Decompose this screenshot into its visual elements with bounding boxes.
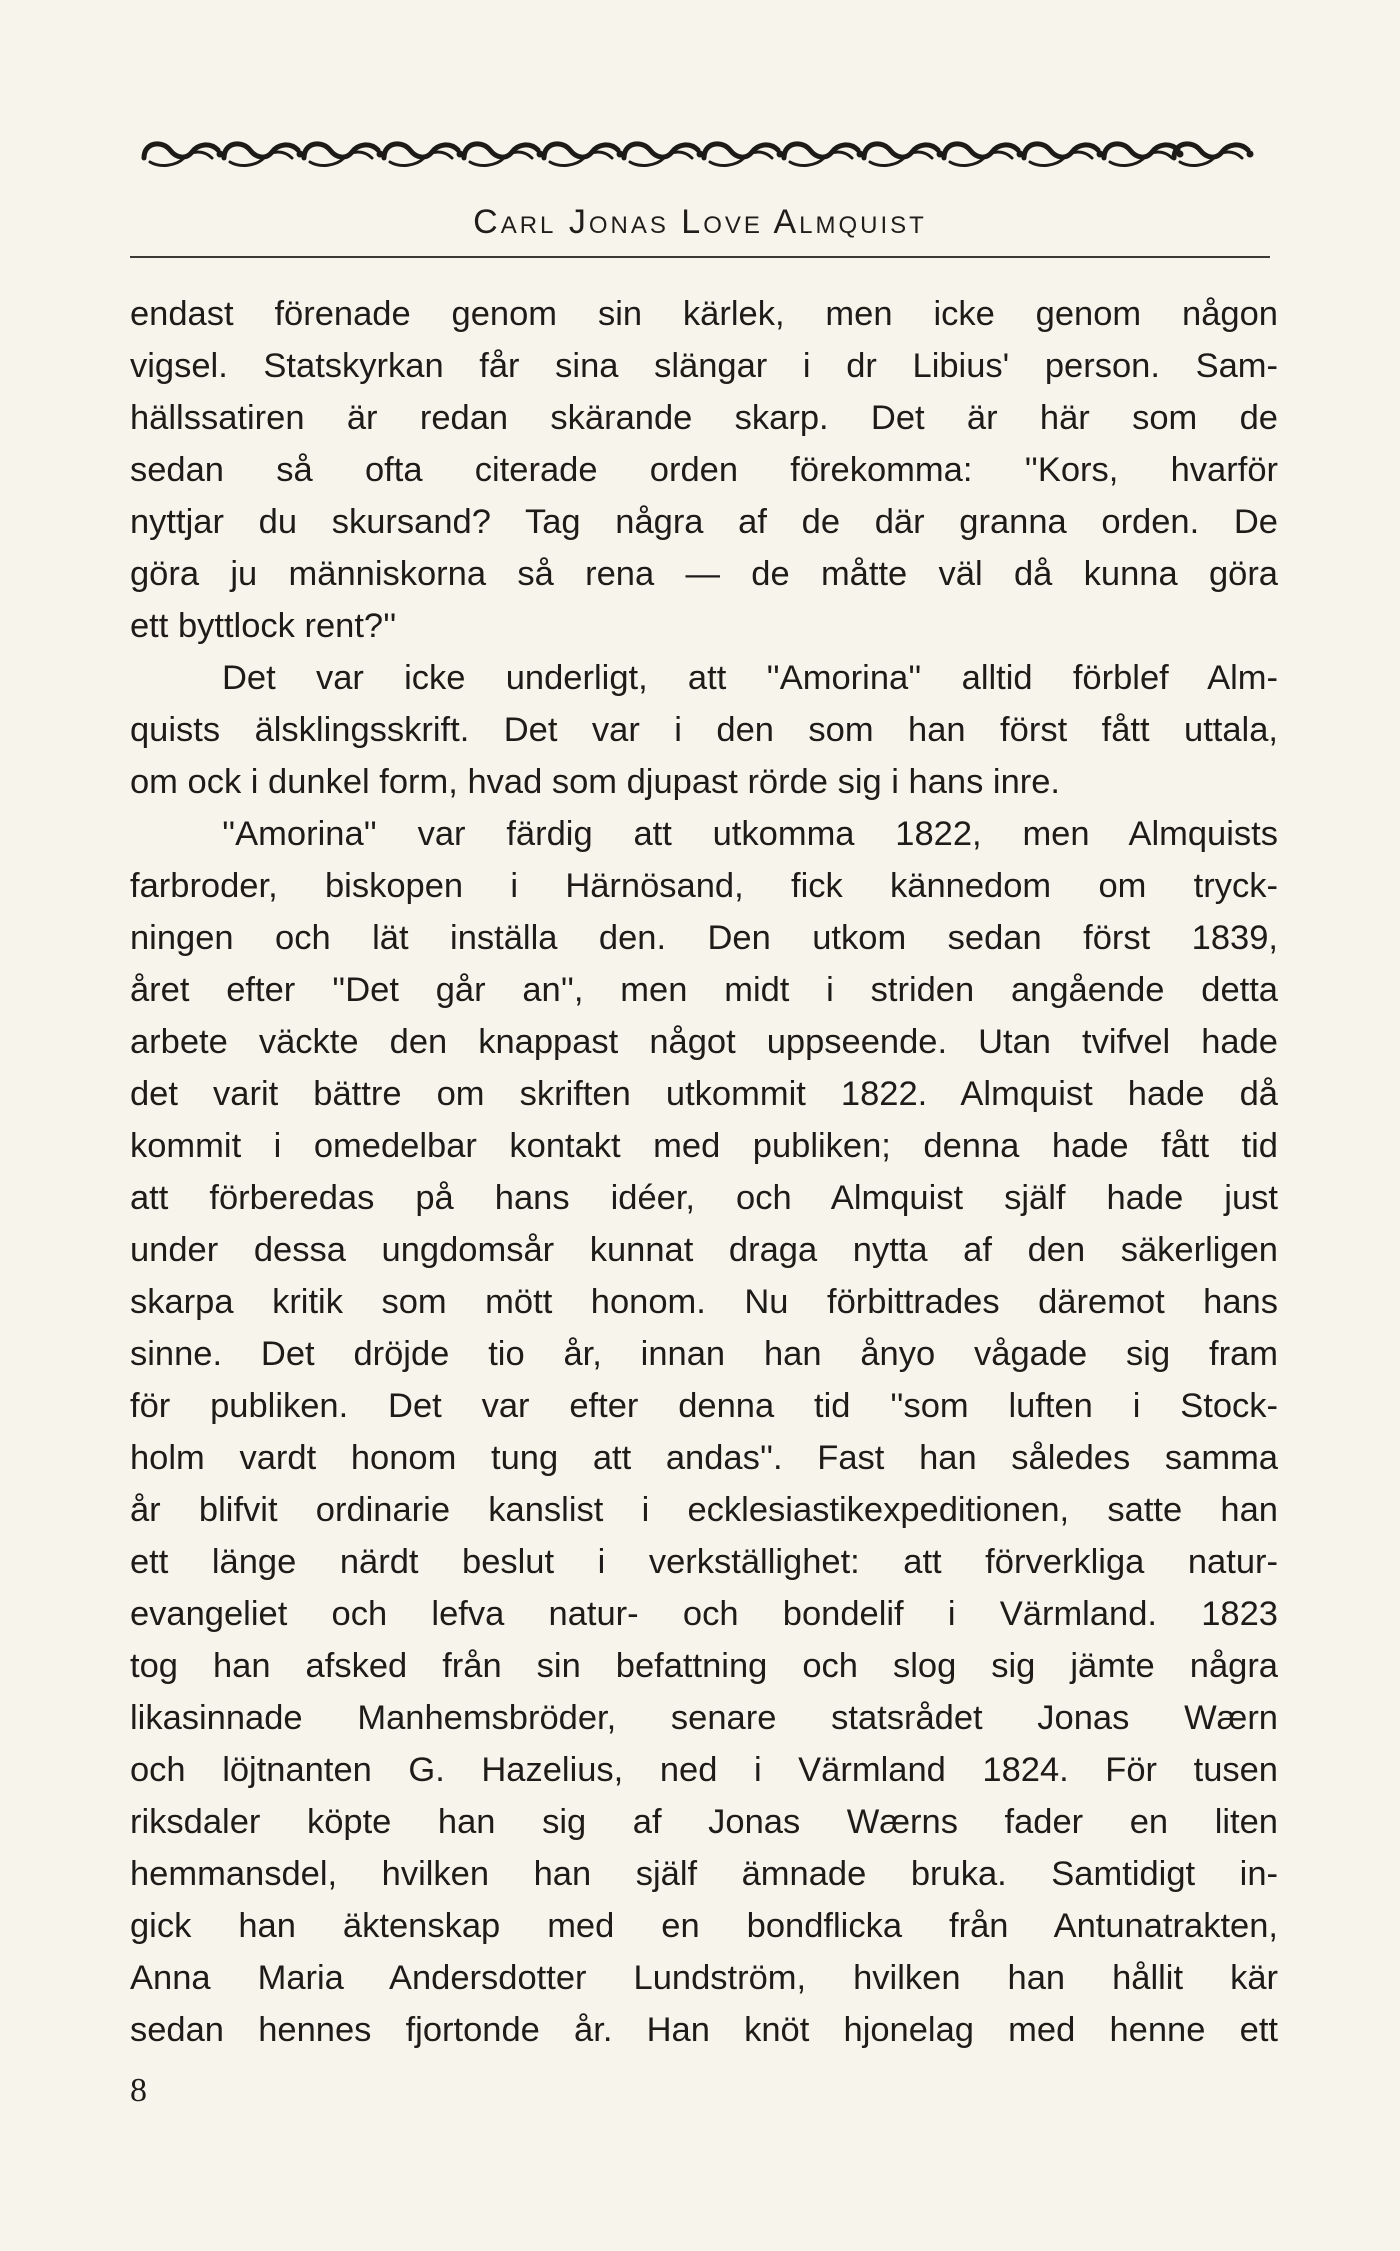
header-rule [130, 256, 1270, 258]
text-line: hällssatiren är redan skärande skarp. Det är här som de [130, 399, 1278, 437]
text-line: quists älsklingsskrift. Det var i den som han först fått uttala, [130, 711, 1278, 749]
text-line: under dessa ungdomsår kunnat draga nytta af den säkerligen [130, 1231, 1278, 1269]
text-line: vigsel. Statskyrkan får sina slängar i dr Libius' person. Sam- [130, 347, 1278, 385]
text-line: sedan hennes fjortonde år. Han knöt hjonelag med henne ett [130, 2011, 1278, 2049]
text-line: göra ju människorna så rena — de måtte väl då kunna göra [130, 555, 1278, 593]
text-line: att förberedas på hans idéer, och Almquist själf hade just [130, 1179, 1278, 1217]
text-line: kommit i omedelbar kontakt med publiken; denna hade fått tid [130, 1127, 1278, 1165]
text-line: ''Amorina'' var färdig att utkomma 1822, men Almquists [222, 815, 1278, 853]
text-line: tog han afsked från sin befattning och slog sig jämte några [130, 1647, 1278, 1685]
text-line: år blifvit ordinarie kanslist i ecklesiastikexpeditionen, satte han [130, 1491, 1278, 1529]
text-line: holm vardt honom tung att andas''. Fast han således samma [130, 1439, 1278, 1477]
text-line: farbroder, biskopen i Härnösand, fick kännedom om tryck- [130, 867, 1278, 905]
text-line: likasinnade Manhemsbröder, senare statsrådet Jonas Wærn [130, 1699, 1278, 1737]
text-line: Anna Maria Andersdotter Lundström, hvilken han hållit kär [130, 1959, 1278, 1997]
text-line: endast förenade genom sin kärlek, men icke genom någon [130, 295, 1278, 333]
text-line: Det var icke underligt, att ''Amorina'' alltid förblef Alm- [222, 659, 1278, 697]
text-line: och löjtnanten G. Hazelius, ned i Värmland 1824. För tusen [130, 1751, 1278, 1789]
text-line: ett byttlock rent?'' [130, 607, 397, 645]
text-line: sinne. Det dröjde tio år, innan han ånyo vågade sig fram [130, 1335, 1278, 1373]
text-line: året efter ''Det går an'', men midt i striden angående detta [130, 971, 1278, 1009]
text-line: hemmansdel, hvilken han själf ämnade bruka. Samtidigt in- [130, 1855, 1278, 1893]
text-line: för publiken. Det var efter denna tid ''som luften i Stock- [130, 1387, 1278, 1425]
text-line: sedan så ofta citerade orden förekomma: ''Kors, hvarför [130, 451, 1278, 489]
decorative-border-ornament [140, 132, 1260, 172]
text-line: riksdaler köpte han sig af Jonas Wærns fader en liten [130, 1803, 1278, 1841]
text-line: nyttjar du skursand? Tag några af de där granna orden. De [130, 503, 1278, 541]
text-line: det varit bättre om skriften utkommit 1822. Almquist hade då [130, 1075, 1278, 1113]
text-line: gick han äktenskap med en bondflicka från Antunatrakten, [130, 1907, 1278, 1945]
text-line: ett länge närdt beslut i verkställighet: att förverkliga natur- [130, 1543, 1278, 1581]
text-line: om ock i dunkel form, hvad som djupast rörde sig i hans inre. [130, 763, 1061, 801]
text-line: skarpa kritik som mött honom. Nu förbittrades däremot hans [130, 1283, 1278, 1321]
text-line: ningen och lät inställa den. Den utkom sedan först 1839, [130, 919, 1278, 957]
body-text [130, 288, 1278, 2056]
running-head: Carl Jonas Love Almquist [473, 203, 927, 241]
page-number: 8 [130, 2072, 147, 2109]
text-line: evangeliet och lefva natur- och bondelif i Värmland. 1823 [130, 1595, 1278, 1633]
text-line: arbete väckte den knappast något uppseende. Utan tvifvel hade [130, 1023, 1278, 1061]
